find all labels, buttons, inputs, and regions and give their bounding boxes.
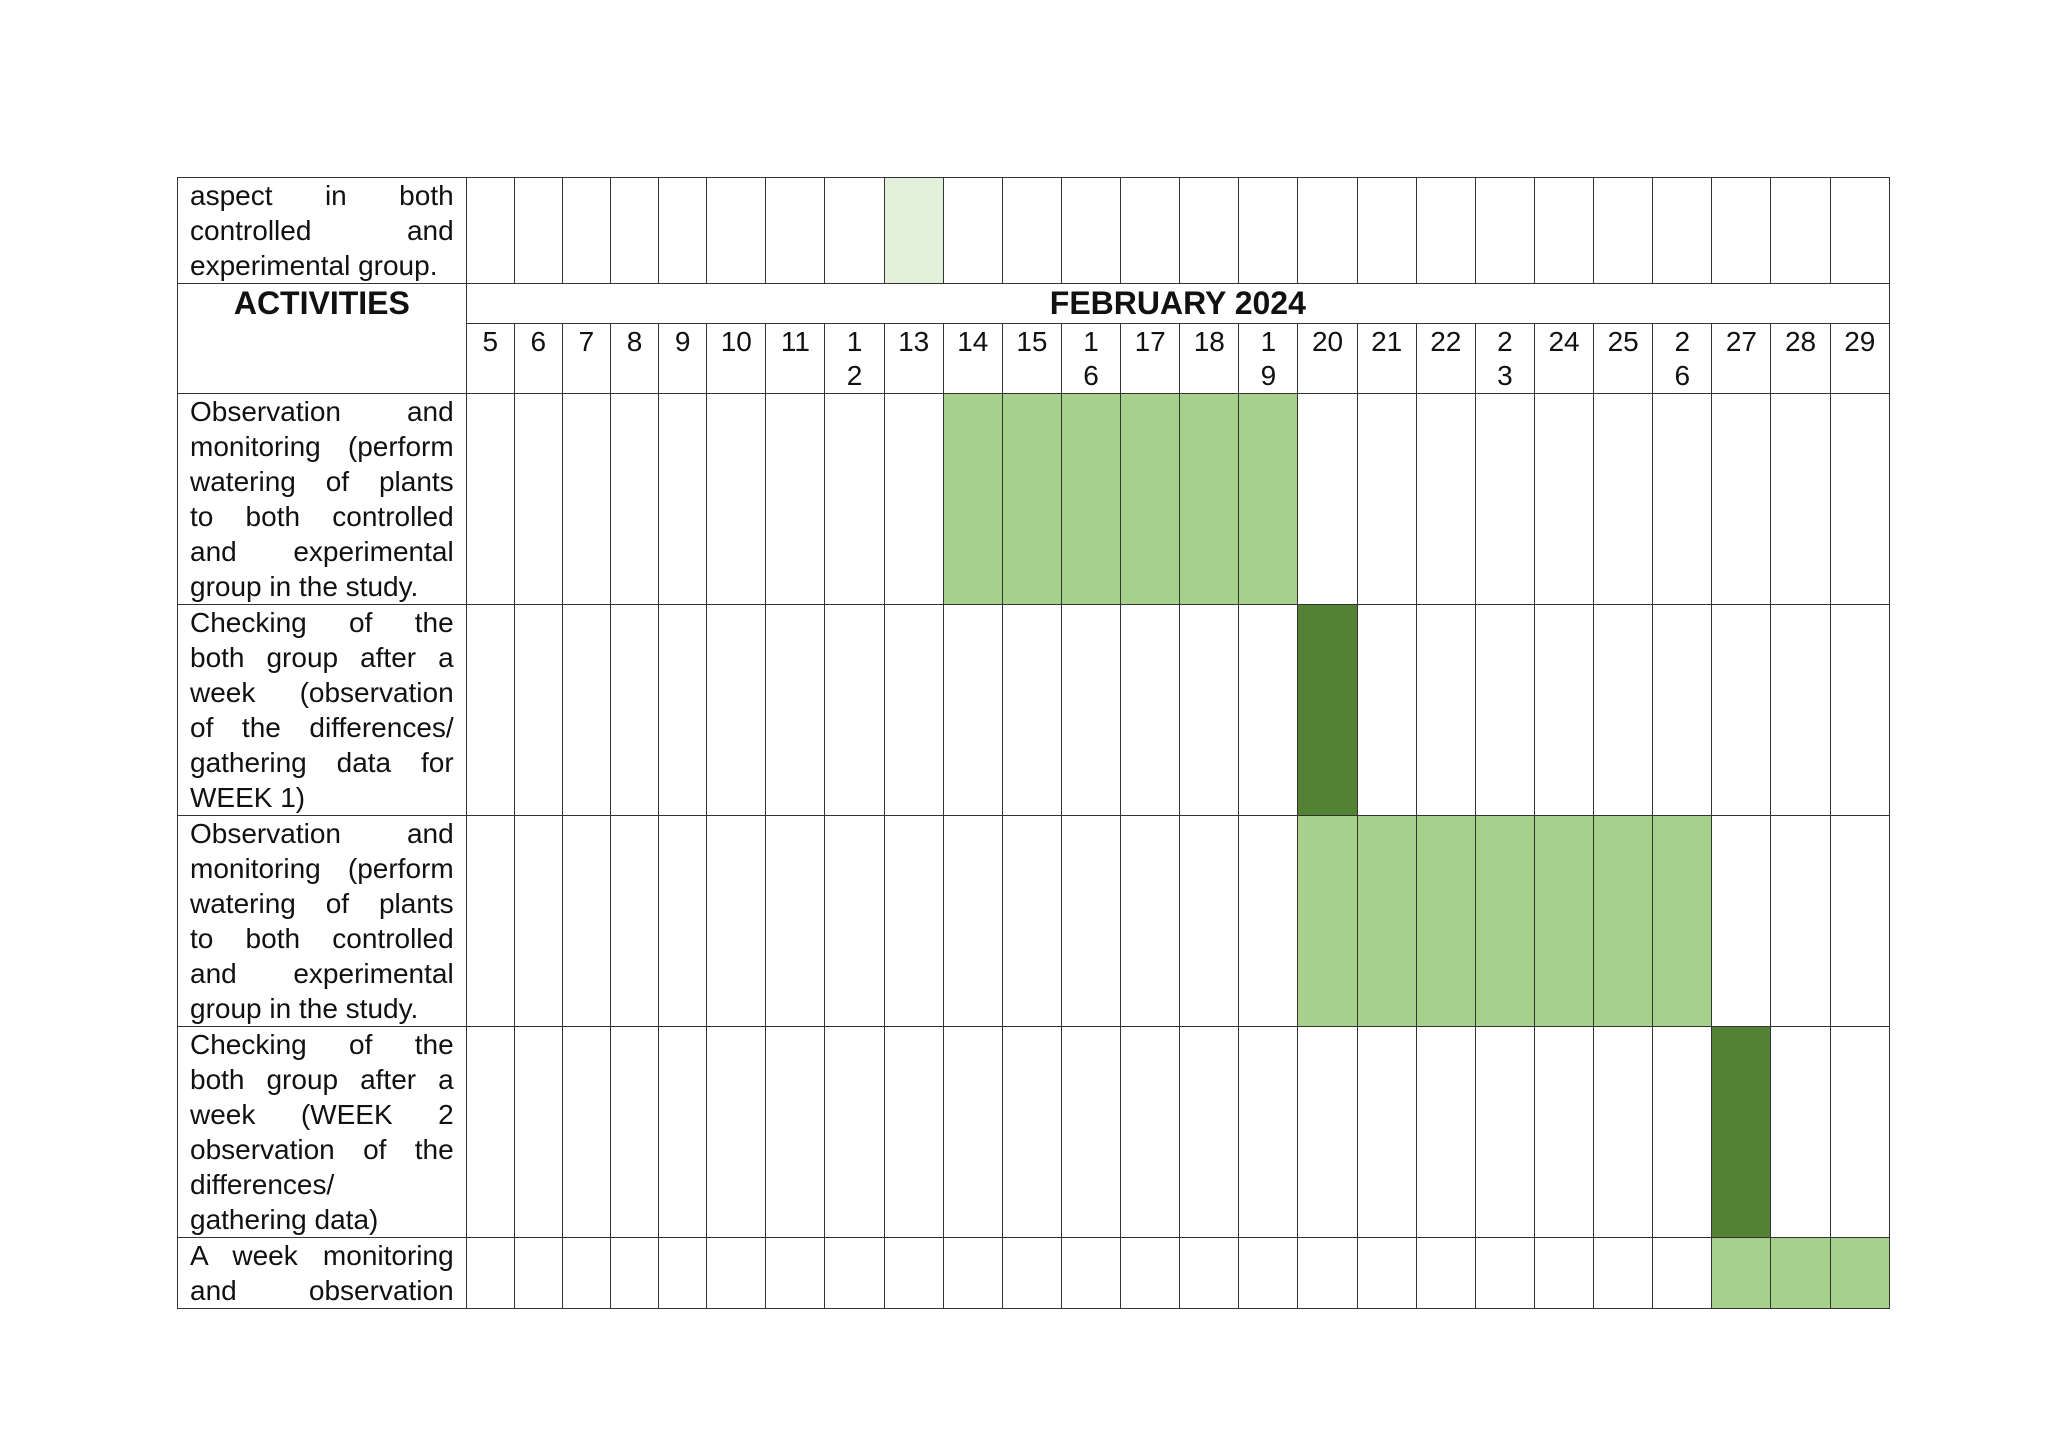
- activity-line: watering of plants: [190, 466, 454, 497]
- schedule-empty-cell: [943, 178, 1002, 284]
- schedule-empty-cell: [1830, 605, 1889, 816]
- schedule-empty-cell: [1121, 1238, 1180, 1309]
- day-header-cell: [1771, 324, 1830, 394]
- schedule-empty-cell: [659, 605, 707, 816]
- day-number: 2: [1674, 326, 1691, 357]
- schedule-empty-cell: [1121, 178, 1180, 284]
- activity-line: week (WEEK 2: [190, 1099, 454, 1130]
- activity-line: group in the study.: [190, 993, 419, 1024]
- schedule-empty-cell: [611, 178, 659, 284]
- schedule-bar-cell: [1061, 394, 1120, 605]
- schedule-empty-cell: [1416, 178, 1475, 284]
- schedule-bar-cell: [1180, 394, 1239, 605]
- schedule-empty-cell: [1830, 816, 1889, 1027]
- day-number: 27: [1725, 326, 1757, 357]
- schedule-empty-cell: [825, 178, 884, 284]
- day-number: 1: [1083, 326, 1099, 357]
- schedule-empty-cell: [1653, 1027, 1712, 1238]
- activity-line: week (observation: [190, 677, 454, 708]
- day-number: 3: [1497, 360, 1513, 391]
- activity-line: Checking of the: [190, 607, 454, 638]
- activity-line: both group after a: [190, 1064, 454, 1095]
- schedule-empty-cell: [707, 1027, 766, 1238]
- schedule-bar-cell: [1298, 816, 1357, 1027]
- schedule-empty-cell: [1594, 394, 1653, 605]
- schedule-empty-cell: [1357, 1238, 1416, 1309]
- schedule-empty-cell: [1771, 1027, 1830, 1238]
- schedule-empty-cell: [1180, 1238, 1239, 1309]
- activity-row: [178, 394, 1890, 605]
- activity-cell: [178, 816, 467, 1027]
- schedule-empty-cell: [1416, 1238, 1475, 1309]
- schedule-empty-cell: [1002, 178, 1061, 284]
- day-number: 9: [1260, 360, 1277, 391]
- schedule-empty-cell: [884, 394, 943, 605]
- schedule-empty-cell: [1712, 394, 1771, 605]
- schedule-empty-cell: [1002, 605, 1061, 816]
- day-number: 6: [1674, 360, 1691, 391]
- schedule-empty-cell: [1239, 1238, 1298, 1309]
- schedule-empty-cell: [1416, 394, 1475, 605]
- schedule-empty-cell: [514, 816, 562, 1027]
- schedule-empty-cell: [1357, 1027, 1416, 1238]
- schedule-empty-cell: [1298, 1238, 1357, 1309]
- activity-cell: [178, 1027, 467, 1238]
- day-header-cell: [1534, 324, 1593, 394]
- activity-line: and experimental: [190, 958, 454, 989]
- schedule-empty-cell: [1357, 178, 1416, 284]
- day-number: 25: [1607, 326, 1639, 357]
- schedule-empty-cell: [884, 605, 943, 816]
- activity-line: Observation and: [190, 818, 454, 849]
- schedule-empty-cell: [466, 1238, 514, 1309]
- header-row: [178, 284, 1890, 324]
- schedule-empty-cell: [1180, 816, 1239, 1027]
- schedule-empty-cell: [1239, 1027, 1298, 1238]
- schedule-empty-cell: [1061, 178, 1120, 284]
- activity-line: gathering data for: [190, 747, 454, 778]
- schedule-bar-cell: [1712, 1027, 1771, 1238]
- schedule-empty-cell: [1475, 1027, 1534, 1238]
- schedule-empty-cell: [1830, 1027, 1889, 1238]
- activity-line: watering of plants: [190, 888, 454, 919]
- schedule-empty-cell: [1534, 1027, 1593, 1238]
- schedule-empty-cell: [825, 1238, 884, 1309]
- schedule-empty-cell: [466, 605, 514, 816]
- schedule-bar-cell: [1475, 816, 1534, 1027]
- activity-line: observation of the: [190, 1134, 454, 1165]
- schedule-empty-cell: [611, 1238, 659, 1309]
- schedule-empty-cell: [766, 1027, 825, 1238]
- activities-header: ACTIVITIES: [178, 284, 467, 394]
- day-number: 5: [482, 326, 499, 357]
- day-number: 7: [578, 326, 595, 357]
- schedule-empty-cell: [766, 394, 825, 605]
- schedule-empty-cell: [1534, 394, 1593, 605]
- schedule-empty-cell: [707, 394, 766, 605]
- day-number: 2: [846, 360, 863, 391]
- schedule-empty-cell: [1357, 605, 1416, 816]
- schedule-empty-cell: [1298, 1027, 1357, 1238]
- schedule-empty-cell: [659, 1238, 707, 1309]
- schedule-empty-cell: [1534, 178, 1593, 284]
- schedule-empty-cell: [1061, 605, 1120, 816]
- schedule-empty-cell: [1475, 605, 1534, 816]
- day-header-cell: [1002, 324, 1061, 394]
- day-number: 24: [1548, 326, 1580, 357]
- activity-line: both group after a: [190, 642, 454, 673]
- schedule-empty-cell: [659, 816, 707, 1027]
- schedule-empty-cell: [766, 178, 825, 284]
- schedule-empty-cell: [825, 1027, 884, 1238]
- activity-cell: [178, 1238, 467, 1309]
- activity-line: Checking of the: [190, 1029, 454, 1060]
- schedule-bar-cell: [1239, 394, 1298, 605]
- schedule-empty-cell: [825, 816, 884, 1027]
- schedule-empty-cell: [943, 1027, 1002, 1238]
- schedule-empty-cell: [1771, 178, 1830, 284]
- schedule-empty-cell: [1830, 394, 1889, 605]
- activity-cell: [178, 605, 467, 816]
- schedule-empty-cell: [562, 605, 610, 816]
- schedule-empty-cell: [611, 1027, 659, 1238]
- schedule-bar-cell: [884, 178, 943, 284]
- month-header: FEBRUARY 2024: [466, 284, 1889, 324]
- schedule-empty-cell: [1830, 178, 1889, 284]
- schedule-empty-cell: [943, 1238, 1002, 1309]
- day-header-cell: [514, 324, 562, 394]
- schedule-bar-cell: [1653, 816, 1712, 1027]
- schedule-bar-cell: [1712, 1238, 1771, 1309]
- schedule-empty-cell: [1534, 605, 1593, 816]
- schedule-empty-cell: [514, 394, 562, 605]
- activity-line: gathering data): [190, 1204, 379, 1235]
- schedule-bar-cell: [1298, 605, 1357, 816]
- schedule-empty-cell: [1298, 394, 1357, 605]
- schedule-empty-cell: [562, 394, 610, 605]
- day-header-cell: [1830, 324, 1889, 394]
- schedule-empty-cell: [825, 605, 884, 816]
- activity-line: and experimental: [190, 536, 454, 567]
- schedule-empty-cell: [611, 816, 659, 1027]
- schedule-empty-cell: [1594, 178, 1653, 284]
- schedule-empty-cell: [1416, 1027, 1475, 1238]
- day-header-cell: [1712, 324, 1771, 394]
- day-header-cell: [1416, 324, 1475, 394]
- schedule-empty-cell: [1653, 605, 1712, 816]
- schedule-empty-cell: [1712, 178, 1771, 284]
- schedule-bar-cell: [1416, 816, 1475, 1027]
- schedule-empty-cell: [1357, 394, 1416, 605]
- schedule-empty-cell: [1061, 1238, 1120, 1309]
- day-number: 9: [674, 326, 691, 357]
- day-number: 6: [530, 326, 547, 357]
- day-number: 17: [1134, 326, 1166, 357]
- schedule-empty-cell: [611, 394, 659, 605]
- activity-line: and observation: [190, 1275, 454, 1306]
- activity-line: A week monitoring: [190, 1240, 454, 1271]
- schedule-bar-cell: [1002, 394, 1061, 605]
- day-header-cell: [1061, 324, 1120, 394]
- schedule-empty-cell: [1002, 816, 1061, 1027]
- schedule-empty-cell: [1180, 178, 1239, 284]
- activity-line: WEEK 1): [190, 782, 306, 813]
- schedule-bar-cell: [1121, 394, 1180, 605]
- activity-row: [178, 816, 1890, 1027]
- schedule-empty-cell: [1002, 1238, 1061, 1309]
- activity-line: group in the study.: [190, 571, 419, 602]
- activity-line: controlled and: [190, 215, 454, 246]
- schedule-empty-cell: [1771, 816, 1830, 1027]
- schedule-empty-cell: [466, 816, 514, 1027]
- activity-row: [178, 1238, 1890, 1309]
- schedule-empty-cell: [825, 394, 884, 605]
- day-header-cell: [466, 324, 514, 394]
- schedule-empty-cell: [562, 1027, 610, 1238]
- schedule-empty-cell: [659, 1027, 707, 1238]
- schedule-empty-cell: [766, 816, 825, 1027]
- schedule-empty-cell: [884, 1027, 943, 1238]
- activity-line: of the differences/: [190, 712, 454, 743]
- day-header-cell: [1594, 324, 1653, 394]
- schedule-empty-cell: [707, 1238, 766, 1309]
- day-number: 1: [846, 326, 863, 357]
- schedule-bar-cell: [1534, 816, 1593, 1027]
- schedule-empty-cell: [514, 178, 562, 284]
- day-number: 10: [720, 326, 752, 357]
- day-header-cell: [1298, 324, 1357, 394]
- activity-cell: [178, 178, 467, 284]
- activity-line: to both controlled: [190, 501, 454, 532]
- schedule-empty-cell: [466, 394, 514, 605]
- schedule-empty-cell: [1771, 394, 1830, 605]
- day-number: 15: [1016, 326, 1048, 357]
- schedule-empty-cell: [1653, 178, 1712, 284]
- schedule-empty-cell: [1653, 1238, 1712, 1309]
- schedule-empty-cell: [1475, 394, 1534, 605]
- day-number: 11: [780, 326, 810, 357]
- schedule-empty-cell: [1534, 1238, 1593, 1309]
- activity-row: [178, 178, 1890, 284]
- schedule-empty-cell: [1121, 816, 1180, 1027]
- day-header-cell: [611, 324, 659, 394]
- schedule-empty-cell: [1239, 178, 1298, 284]
- day-header-cell: [562, 324, 610, 394]
- schedule-empty-cell: [707, 816, 766, 1027]
- day-header-cell: [766, 324, 825, 394]
- schedule-empty-cell: [659, 394, 707, 605]
- schedule-empty-cell: [1239, 605, 1298, 816]
- schedule-empty-cell: [766, 1238, 825, 1309]
- day-number: 22: [1430, 326, 1462, 357]
- schedule-bar-cell: [943, 394, 1002, 605]
- day-header-cell: [884, 324, 943, 394]
- activity-line: aspect in both: [190, 180, 454, 211]
- day-header-cell: [707, 324, 766, 394]
- day-number: 14: [957, 326, 989, 357]
- day-header-cell: [659, 324, 707, 394]
- schedule-empty-cell: [1239, 816, 1298, 1027]
- schedule-empty-cell: [707, 605, 766, 816]
- schedule-empty-cell: [1712, 816, 1771, 1027]
- schedule-empty-cell: [1771, 605, 1830, 816]
- schedule-empty-cell: [1594, 605, 1653, 816]
- schedule-bar-cell: [1357, 816, 1416, 1027]
- activity-row: [178, 1027, 1890, 1238]
- activity-row: [178, 605, 1890, 816]
- schedule-empty-cell: [943, 816, 1002, 1027]
- day-number: 1: [1260, 326, 1277, 357]
- schedule-empty-cell: [1653, 394, 1712, 605]
- day-number: 21: [1371, 326, 1403, 357]
- activity-line: differences/: [190, 1169, 335, 1200]
- schedule-empty-cell: [514, 1027, 562, 1238]
- day-header-cell: [1180, 324, 1239, 394]
- schedule-empty-cell: [1594, 1238, 1653, 1309]
- schedule-empty-cell: [562, 178, 610, 284]
- schedule-empty-cell: [884, 816, 943, 1027]
- schedule-bar-cell: [1594, 816, 1653, 1027]
- day-header-cell: [1121, 324, 1180, 394]
- activity-line: to both controlled: [190, 923, 454, 954]
- schedule-empty-cell: [1121, 605, 1180, 816]
- day-header-cell: [825, 324, 884, 394]
- schedule-empty-cell: [466, 178, 514, 284]
- activity-line: Observation and: [190, 396, 454, 427]
- schedule-empty-cell: [1002, 1027, 1061, 1238]
- schedule-empty-cell: [514, 605, 562, 816]
- activity-cell: [178, 394, 467, 605]
- day-number: 8: [626, 326, 643, 357]
- activity-line: monitoring (perform: [190, 853, 454, 884]
- schedule-empty-cell: [943, 605, 1002, 816]
- day-header-cell: [1653, 324, 1712, 394]
- schedule-empty-cell: [884, 1238, 943, 1309]
- schedule-empty-cell: [466, 1027, 514, 1238]
- day-number: 13: [898, 326, 930, 357]
- gantt-schedule-table: [177, 177, 1890, 1309]
- day-number: 20: [1311, 326, 1344, 357]
- schedule-empty-cell: [562, 1238, 610, 1309]
- day-header-cell: [943, 324, 1002, 394]
- day-number: 6: [1083, 360, 1099, 391]
- schedule-empty-cell: [1061, 816, 1120, 1027]
- day-number: 28: [1784, 326, 1817, 357]
- day-number: 2: [1497, 326, 1513, 357]
- schedule-empty-cell: [1180, 605, 1239, 816]
- schedule-empty-cell: [514, 1238, 562, 1309]
- schedule-empty-cell: [562, 816, 610, 1027]
- activity-line: monitoring (perform: [190, 431, 454, 462]
- schedule-empty-cell: [1180, 1027, 1239, 1238]
- schedule-empty-cell: [707, 178, 766, 284]
- schedule-bar-cell: [1830, 1238, 1889, 1309]
- schedule-empty-cell: [766, 605, 825, 816]
- day-header-cell: [1475, 324, 1534, 394]
- day-number: 29: [1844, 326, 1876, 357]
- schedule-empty-cell: [1712, 605, 1771, 816]
- schedule-empty-cell: [1298, 178, 1357, 284]
- day-number: 18: [1193, 326, 1225, 357]
- schedule-empty-cell: [1594, 1027, 1653, 1238]
- schedule-empty-cell: [659, 178, 707, 284]
- schedule-empty-cell: [1121, 1027, 1180, 1238]
- day-header-cell: [1239, 324, 1298, 394]
- schedule-empty-cell: [1475, 178, 1534, 284]
- schedule-empty-cell: [611, 605, 659, 816]
- schedule-empty-cell: [1475, 1238, 1534, 1309]
- schedule-bar-cell: [1771, 1238, 1830, 1309]
- schedule-empty-cell: [1416, 605, 1475, 816]
- schedule-empty-cell: [1061, 1027, 1120, 1238]
- day-header-cell: [1357, 324, 1416, 394]
- activity-line: experimental group.: [190, 250, 438, 281]
